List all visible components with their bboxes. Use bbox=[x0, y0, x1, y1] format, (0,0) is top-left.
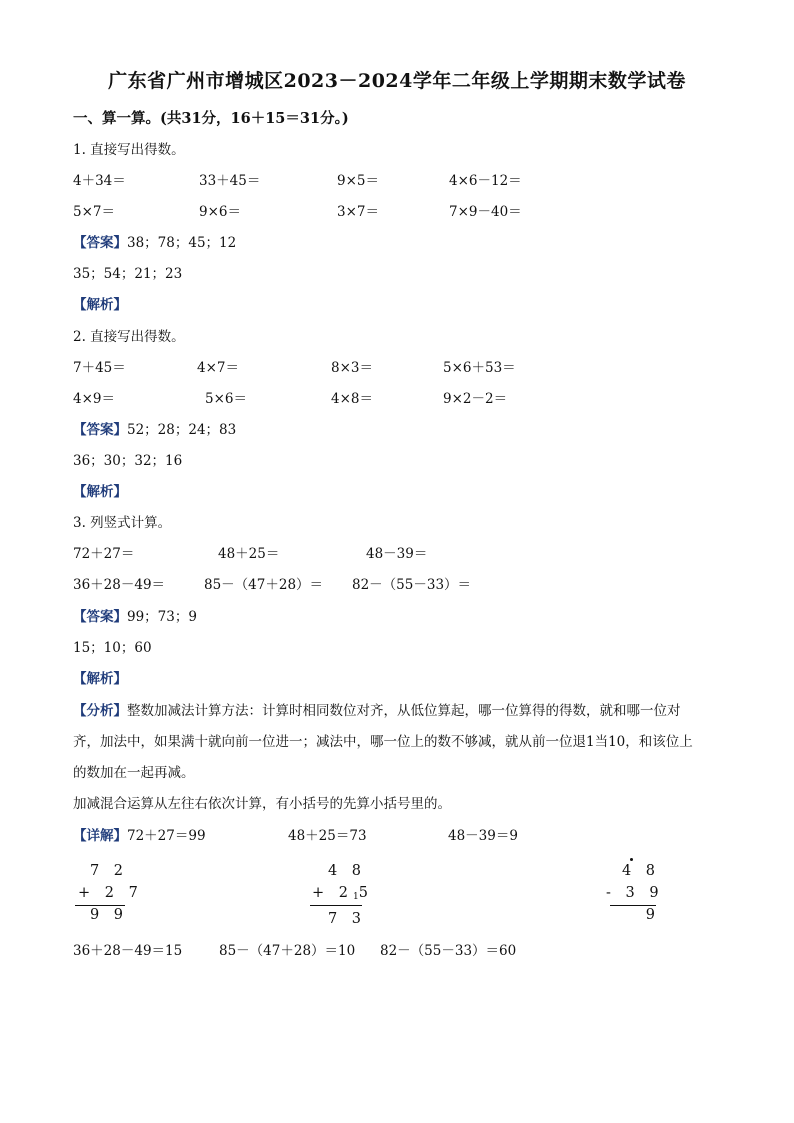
vcalc-top: 4 8 bbox=[327, 863, 366, 879]
vcalc-line bbox=[75, 905, 125, 906]
q3-item: 48＋25＝ bbox=[218, 546, 280, 562]
q3-item: 85－（47＋28）＝ bbox=[204, 577, 324, 593]
answer-label: 【答案】 bbox=[73, 609, 127, 625]
q3-item: 36＋28－49＝ bbox=[73, 577, 166, 593]
detail-item: 85－（47＋28）＝10 bbox=[219, 943, 356, 959]
answer-text: 38；78；45；12 bbox=[127, 235, 237, 251]
vertical-calc bbox=[606, 860, 664, 926]
vcalc-op: + bbox=[78, 885, 96, 901]
vcalc-result: 9 bbox=[645, 907, 660, 923]
detail-item: 48－39＝9 bbox=[448, 828, 518, 844]
q2-item: 4×8＝ bbox=[331, 391, 373, 407]
answer-label: 【答案】 bbox=[73, 422, 127, 438]
vcalc-op: + bbox=[312, 885, 330, 901]
q1-prompt: 1. 直接写出得数。 bbox=[73, 142, 185, 158]
q1-analysis-label: 【解析】 bbox=[73, 297, 127, 313]
vcalc-line bbox=[610, 905, 656, 906]
q2-answer bbox=[73, 421, 236, 439]
fenxi-label: 【分析】 bbox=[73, 703, 127, 719]
vcalc-bottom: + 215 bbox=[312, 885, 373, 902]
vertical-calc bbox=[78, 860, 143, 926]
q2-answer-line2: 36；30；32；16 bbox=[73, 453, 183, 469]
vcalc-bottom: - 3 9 bbox=[606, 885, 664, 901]
q3-answer bbox=[73, 608, 197, 626]
q3-detail bbox=[73, 827, 206, 845]
fenxi-text: 整数加减法计算方法：计算时相同数位对齐，从低位算起，哪一位算得的得数，就和哪一位对 bbox=[127, 703, 681, 719]
q3-fenxi bbox=[73, 702, 681, 720]
detail-item: 82－（55－33）＝60 bbox=[380, 943, 517, 959]
q1-answer bbox=[73, 234, 236, 252]
answer-label: 【答案】 bbox=[73, 235, 127, 251]
vcalc-result: 9 9 bbox=[89, 907, 128, 923]
detail-item: 48＋25＝73 bbox=[288, 828, 367, 844]
vcalc-result: 7 3 bbox=[327, 911, 366, 927]
q2-item: 5×6＋53＝ bbox=[443, 360, 516, 376]
answer-text: 52；28；24；83 bbox=[127, 422, 237, 438]
vcalc-line bbox=[310, 905, 362, 906]
q1-item: 33＋45＝ bbox=[199, 173, 261, 189]
q2-item: 7＋45＝ bbox=[73, 360, 126, 376]
fenxi-text: 齐，加法中，如果满十就向前一位进一；减法中，哪一位上的数不够减，就从前一位退1当10，和该位上 bbox=[73, 734, 693, 750]
q1-item: 5×7＝ bbox=[73, 204, 115, 220]
q1-item: 7×9－40＝ bbox=[449, 204, 522, 220]
vcalc-top: 7 2 bbox=[89, 863, 128, 879]
fenxi-text: 的数加在一起再减。 bbox=[73, 765, 195, 781]
q3-item: 82－（55－33）＝ bbox=[352, 577, 472, 593]
q1-item: 9×6＝ bbox=[199, 204, 241, 220]
q1-item: 9×5＝ bbox=[337, 173, 379, 189]
vcalc-bottom: + 2 7 bbox=[78, 885, 143, 901]
q1-item: 3×7＝ bbox=[337, 204, 379, 220]
q2-analysis-label: 【解析】 bbox=[73, 484, 127, 500]
answer-text: 99；73；9 bbox=[127, 609, 197, 625]
q3-prompt: 3. 列竖式计算。 bbox=[73, 515, 172, 531]
fenxi-text: 加减混合运算从左往右依次计算，有小括号的先算小括号里的。 bbox=[73, 796, 451, 812]
page-title: 广东省广州市增城区2023－2024学年二年级上学期期末数学试卷 bbox=[108, 70, 686, 92]
q3-item: 48－39＝ bbox=[366, 546, 428, 562]
q2-prompt: 2. 直接写出得数。 bbox=[73, 329, 185, 345]
q1-item: 4×6－12＝ bbox=[449, 173, 522, 189]
vcalc-op: - bbox=[606, 885, 616, 901]
carry-digit: 1 bbox=[353, 892, 359, 902]
vcalc-top: 4 8 bbox=[621, 863, 660, 879]
q1-answer-line2: 35；54；21；23 bbox=[73, 266, 183, 282]
q3-analysis-label: 【解析】 bbox=[73, 671, 127, 687]
q2-item: 4×9＝ bbox=[73, 391, 115, 407]
q1-item: 4＋34＝ bbox=[73, 173, 126, 189]
detail-label: 【详解】 bbox=[73, 828, 127, 844]
detail-item: 36＋28－49＝15 bbox=[73, 943, 183, 959]
q2-item: 9×2－2＝ bbox=[443, 391, 508, 407]
q3-item: 72＋27＝ bbox=[73, 546, 135, 562]
detail-item: 72＋27＝99 bbox=[127, 828, 206, 844]
section-heading: 一、算一算。(共31分，16＋15＝31分。) bbox=[73, 110, 349, 127]
q2-item: 5×6＝ bbox=[205, 391, 247, 407]
q3-answer-line2: 15；10；60 bbox=[73, 640, 152, 656]
vertical-calc bbox=[312, 860, 373, 930]
q2-item: 8×3＝ bbox=[331, 360, 373, 376]
q2-item: 4×7＝ bbox=[197, 360, 239, 376]
